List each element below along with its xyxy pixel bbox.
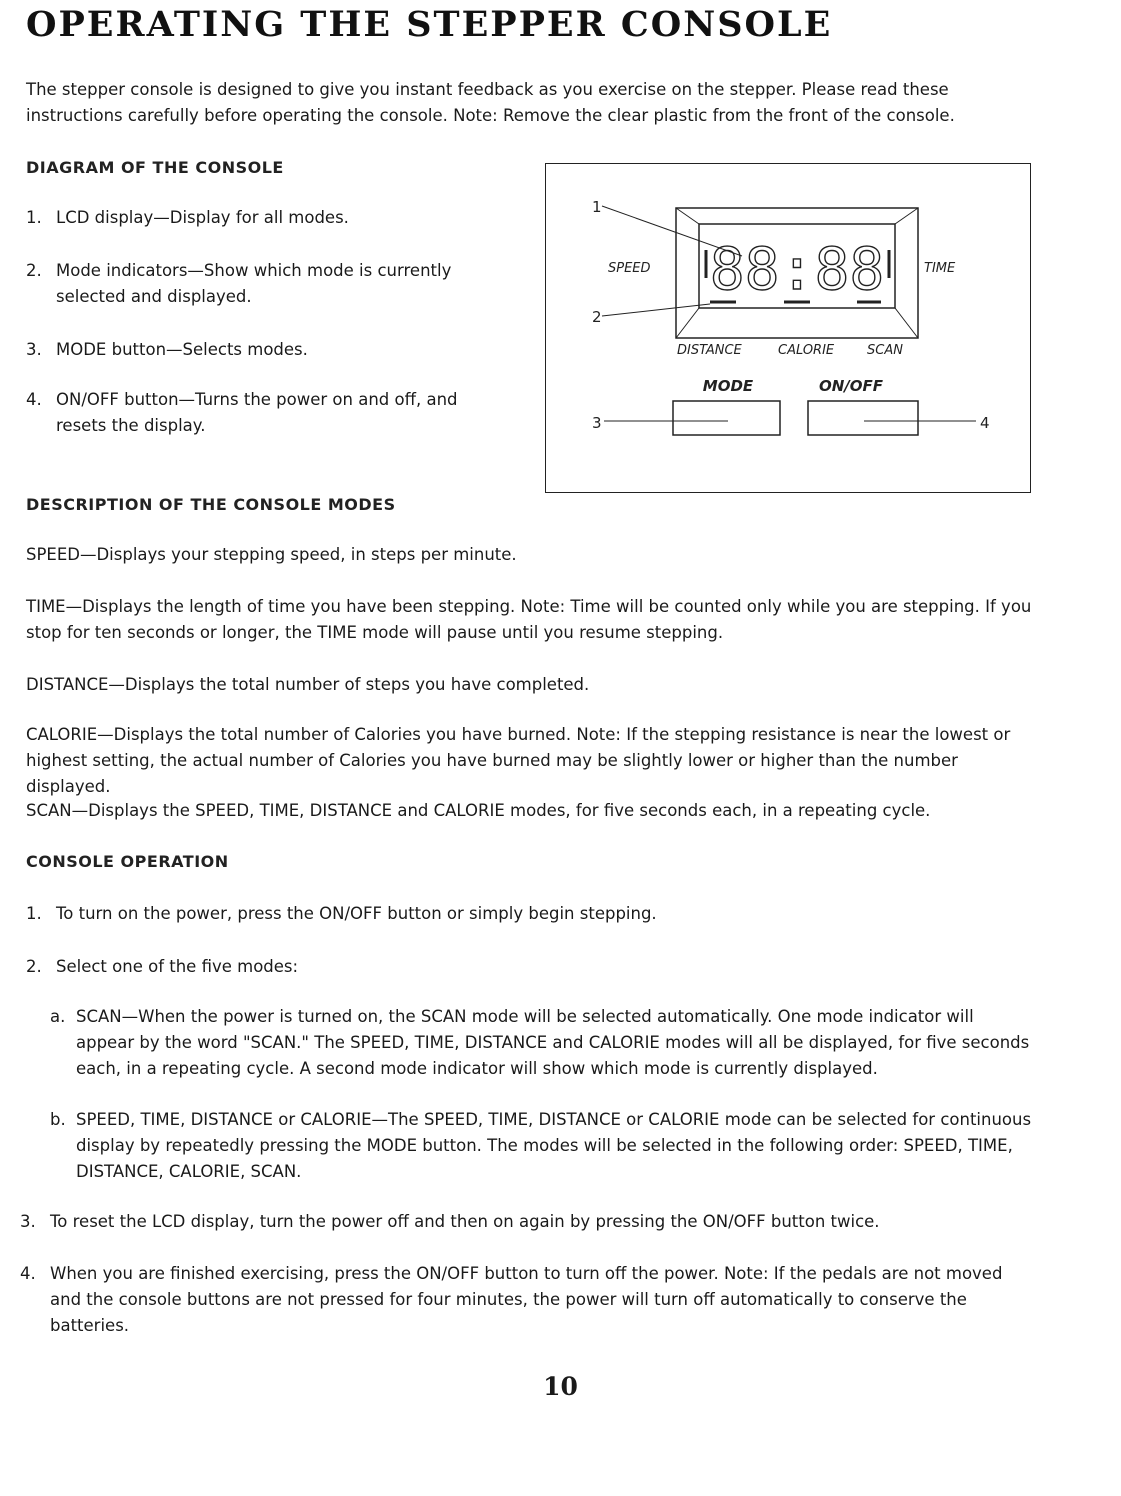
list-text: SPEED, TIME, DISTANCE or CALORIE—The SPEED, TIME, DISTANCE or CALORIE mode can be selected for continuous display by repeatedly pressing the MODE button. The modes will be selected in the following order: SPEED, TIME, DISTANCE, CALORIE, SCAN. bbox=[76, 1110, 1032, 1181]
mode-distance-paragraph: DISTANCE—Displays the total number of steps you have completed. bbox=[26, 675, 590, 694]
onoff-label: ON/OFF bbox=[818, 377, 884, 395]
speed-label: SPEED bbox=[608, 261, 651, 276]
modes-heading: DESCRIPTION OF THE CONSOLE MODES bbox=[26, 495, 396, 514]
list-number: a. bbox=[50, 1007, 66, 1026]
operation-step-2 bbox=[26, 954, 1036, 980]
list-text: LCD display—Display for all modes. bbox=[56, 208, 349, 227]
mode-scan-paragraph: SCAN—Displays the SPEED, TIME, DISTANCE and CALORIE modes, for five seconds each, in a repeating cycle. bbox=[26, 801, 931, 820]
list-number: 2. bbox=[26, 957, 42, 976]
onoff-button bbox=[808, 401, 918, 435]
list-text: ON/OFF button—Turns the power on and off, and resets the display. bbox=[56, 390, 458, 435]
operation-step-3 bbox=[20, 1209, 1036, 1235]
diagram-list-item-2 bbox=[26, 258, 506, 310]
mode-time-paragraph: TIME—Displays the length of time you have been stepping. Note: Time will be counted only while you are stepping. If you stop for ten seconds or longer, the TIME mode will pause until you resume stepping. bbox=[26, 597, 1032, 642]
list-number: 4. bbox=[20, 1264, 36, 1283]
list-number: 4. bbox=[26, 390, 42, 409]
page-number: 10 bbox=[543, 1372, 578, 1401]
list-number: b. bbox=[50, 1110, 66, 1129]
list-text: MODE button—Selects modes. bbox=[56, 340, 308, 359]
scan-label: SCAN bbox=[867, 343, 903, 358]
list-number: 3. bbox=[26, 340, 42, 359]
calorie-label: CALORIE bbox=[778, 343, 835, 358]
diagram-list-item-3 bbox=[26, 337, 506, 363]
console-diagram bbox=[545, 163, 1031, 493]
page-title: OPERATING THE STEPPER CONSOLE bbox=[26, 4, 833, 45]
mode-button bbox=[673, 401, 780, 435]
operation-step-1 bbox=[26, 901, 1036, 927]
operation-step-2b bbox=[50, 1107, 1036, 1185]
list-text: When you are finished exercising, press the ON/OFF button to turn off the power. Note: If the pedals are not moved and the console buttons are not pressed for four minutes, the power will turn off automatically to conserve the batteries. bbox=[50, 1264, 1003, 1335]
time-label: TIME bbox=[924, 261, 956, 276]
distance-label: DISTANCE bbox=[677, 343, 742, 358]
list-number: 2. bbox=[26, 261, 42, 280]
list-text: Mode indicators—Show which mode is currently selected and displayed. bbox=[56, 261, 452, 306]
diagram-list-item-1 bbox=[26, 205, 506, 231]
callout-1-line bbox=[602, 206, 742, 256]
callout-3: 3 bbox=[592, 414, 602, 432]
list-text: Select one of the five modes: bbox=[56, 957, 299, 976]
mode-speed-paragraph: SPEED—Displays your stepping speed, in steps per minute. bbox=[26, 545, 517, 564]
operation-step-2a bbox=[50, 1004, 1036, 1082]
mode-label: MODE bbox=[702, 377, 754, 395]
list-text: To reset the LCD display, turn the power off and then on again by pressing the ON/OFF button twice. bbox=[50, 1212, 880, 1231]
list-text: SCAN—When the power is turned on, the SCAN mode will be selected automatically. One mode indicator will appear by the word "SCAN." The SPEED, TIME, DISTANCE and CALORIE modes will all be displayed, for five seconds each, in a repeating cycle. A second mode indicator will show which mode is currently displayed. bbox=[76, 1007, 1030, 1078]
operation-step-4 bbox=[20, 1261, 1036, 1339]
list-number: 1. bbox=[26, 208, 42, 227]
operation-heading: CONSOLE OPERATION bbox=[26, 852, 229, 871]
callout-1: 1 bbox=[592, 198, 602, 216]
mode-calorie-paragraph: CALORIE—Displays the total number of Calories you have burned. Note: If the stepping resistance is near the lowest or highest setting, the actual number of Calories you have burned may be slightly lower or higher than the number displayed. bbox=[26, 725, 1011, 796]
callout-4: 4 bbox=[980, 414, 990, 432]
list-number: 3. bbox=[20, 1212, 36, 1231]
lcd-digits: 88:88 bbox=[709, 235, 885, 303]
diagram-list-item-4 bbox=[26, 387, 506, 439]
list-text: To turn on the power, press the ON/OFF button or simply begin stepping. bbox=[56, 904, 657, 923]
intro-paragraph: The stepper console is designed to give you instant feedback as you exercise on the stepper. Please read these instructions carefully before operating the console. Note: Remove the clear plastic from the front of the console. bbox=[26, 80, 955, 125]
diagram-heading: DIAGRAM OF THE CONSOLE bbox=[26, 158, 284, 177]
callout-2: 2 bbox=[592, 308, 602, 326]
list-number: 1. bbox=[26, 904, 42, 923]
